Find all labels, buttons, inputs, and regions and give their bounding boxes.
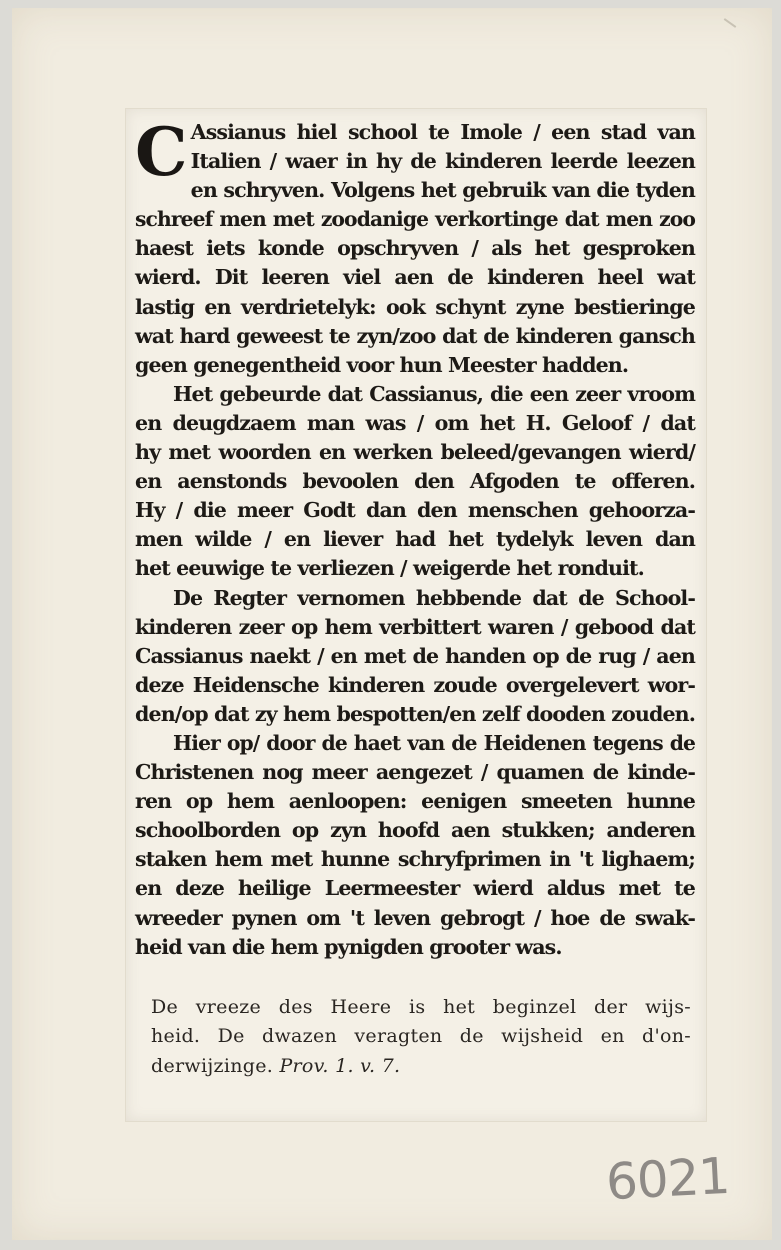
paragraph-2 xyxy=(135,380,695,584)
motto-line: heid. De dwazen veragten de wijsheid en d'on- xyxy=(151,1025,691,1048)
text-line: heid van die hem pynigden grooter was. xyxy=(135,934,562,959)
text-line: schoolborden op zyn hoofd aen stukken; anderen xyxy=(135,818,695,843)
text-line: Hier op/ door de haet van de Heidenen tegens de xyxy=(173,730,695,755)
text-line: en schryven. Volgens het gebruik van die tyden xyxy=(190,178,695,203)
motto-line-last xyxy=(151,1052,691,1081)
text-line: en aenstonds bevoolen den Afgoden te offeren. xyxy=(135,469,695,494)
scripture-motto xyxy=(151,993,691,1081)
text-line: Assianus hiel school te Imole / een stad van xyxy=(190,120,695,144)
text-line: wierd. Dit leeren viel aen de kinderen heel wat xyxy=(135,265,695,290)
text-line: schreef men met zoodanige verkortinge dat men zoo xyxy=(135,207,695,232)
main-text xyxy=(135,113,695,962)
handwritten-inventory-number: 6021 xyxy=(604,1146,731,1212)
text-line: De Regter vernomen hebbende dat de School- xyxy=(173,585,695,610)
text-line: deze Heidensche kinderen zoude overgelevert wor- xyxy=(135,672,695,697)
text-line: wat hard geweest te zyn/zoo dat de kinderen gansch xyxy=(135,323,695,348)
paragraph-1 xyxy=(135,113,695,380)
text-line: en deze heilige Leermeester wierd aldus met te xyxy=(135,876,695,901)
text-line: Christenen nog meer aengezet / quamen de kinde- xyxy=(135,760,695,785)
text-line: men wilde / en liever had het tydelyk leven dan xyxy=(135,527,695,552)
text-line: Hy / die meer Godt dan den menschen gehoorza- xyxy=(135,498,695,523)
text-line: geen genegentheid voor hun Meester hadden. xyxy=(135,352,629,377)
text-line: Het gebeurde dat Cassianus, die een zeer vroom xyxy=(173,381,695,406)
drop-cap: C xyxy=(135,113,187,191)
text-line: kinderen zeer op hem verbittert waren / gebood dat xyxy=(135,614,695,639)
text-line: den/op dat zy hem bespotten/en zelf dooden zouden. xyxy=(135,701,695,726)
text-line: staken hem met hunne schryfprimen in 't lighaem; xyxy=(135,847,695,872)
paragraph-4 xyxy=(135,729,695,962)
text-line: haest iets konde opschryven / als het gesproken xyxy=(135,236,695,261)
text-line: Italien / waer in hy de kinderen leerde leezen xyxy=(190,149,695,174)
text-line: Cassianus naekt / en met de handen op de rug / aen xyxy=(135,643,695,668)
text-line: en deugdzaem man was / om het H. Geloof / dat xyxy=(135,410,695,435)
text-line: ren op hem aenloopen: eenigen smeeten hunne xyxy=(135,789,695,814)
text-line: wreeder pynen om 't leven gebrogt / hoe de swak- xyxy=(135,905,695,930)
text-line: het eeuwige te verliezen / weigerde het ronduit. xyxy=(135,556,644,581)
motto-line: De vreeze des Heere is het beginzel der wijs- xyxy=(151,996,691,1018)
bible-reference: Prov. 1. v. 7. xyxy=(279,1054,401,1077)
text-line: hy met woorden en werken beleed/gevangen wierd/ xyxy=(135,440,695,465)
paragraph-3 xyxy=(135,584,695,729)
text-line: lastig en verdrietelyk: ook schynt zyne bestieringe xyxy=(135,294,695,319)
motto-line-text: derwijzinge. xyxy=(151,1054,274,1077)
